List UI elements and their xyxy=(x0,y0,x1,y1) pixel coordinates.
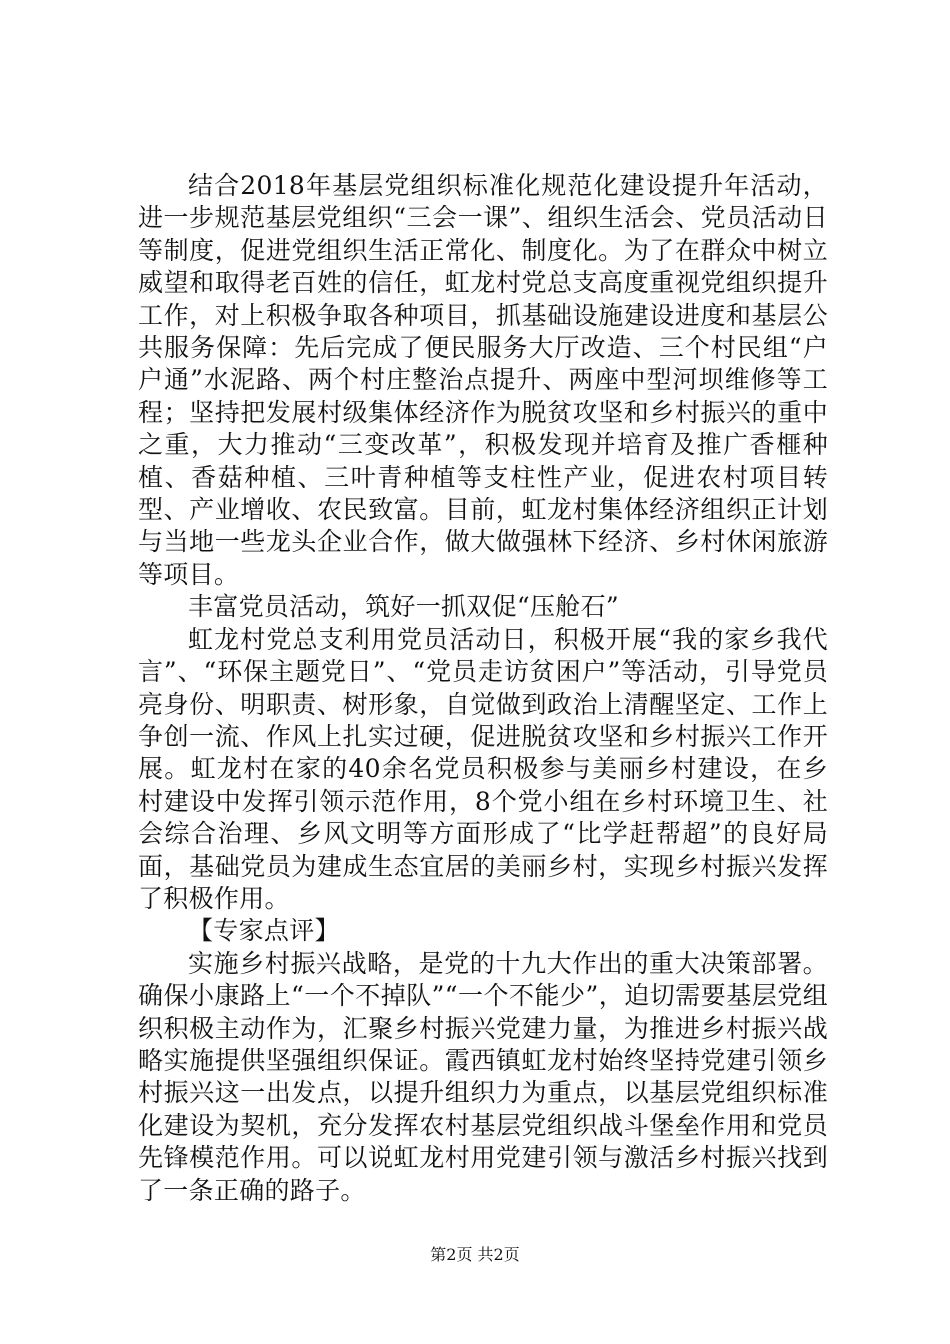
paragraph-party-building: 结合2018年基层党组织标准化规范化建设提升年活动，进一步规范基层党组织“三会一课”、组织生活会、党员活动日等制度，促进党组织生活正常化、制度化。为了在群众中树立威望和取得老百姓的信任，虹龙村党总支高度重视党组织提升工作，对上积极争取各种项目，抓基础设施建设进度和基层公共服务保障：先后完成了便民服务大厅改造、三个村民组“户户通”水泥路、两个村庄整治点提升、两座中型河坝维修等工程；坚持把发展村级集体经济作为脱贫攻坚和乡村振兴的重中之重，大力推动“三变改革”，积极发现并培育及推广香榧种植、香菇种植、三叶青种植等支柱性产业，促进农村项目转型、产业增收、农民致富。目前，虹龙村集体经济组织正计划与当地一些龙头企业合作，做大做强林下经济、乡村休闲旅游等项目。 xyxy=(138,171,828,589)
document-body xyxy=(138,170,828,1207)
paragraph-expert-review: 实施乡村振兴战略，是党的十九大作出的重大决策部署。确保小康路上“一个不掉队”“一个不能少”，迫切需要基层党组织积极主动作为，汇聚乡村振兴党建力量，为推进乡村振兴战略实施提供坚强组织保证。霞西镇虹龙村始终坚持党建引领乡村振兴这一出发点，以提升组织力为重点，以基层党组织标准化建设为契机，充分发挥农村基层党组织战斗堡垒作用和党员先锋模范作用。可以说虹龙村用党建引领与激活乡村振兴找到了一条正确的路子。 xyxy=(138,948,828,1205)
page-footer: 第2页 共2页 xyxy=(430,1245,520,1264)
section-heading-expert-review: 【专家点评】 xyxy=(188,916,340,946)
paragraph-party-activities: 虹龙村党总支利用党员活动日，积极开展“我的家乡我代言”、“环保主题党日”、“党员走访贫困户”等活动，引导党员亮身份、明职责、树形象，自觉做到政治上清醒坚定、工作上争创一流、作风上扎实过硬，促进脱贫攻坚和乡村振兴工作开展。虹龙村在家的40余名党员积极参与美丽乡村建设，在乡村建设中发挥引领示范作用，8个党小组在乡村环境卫生、社会综合治理、乡风文明等方面形成了“比学赶帮超”的良好局面，基础党员为建成生态宜居的美丽乡村，实现乡村振兴发挥了积极作用。 xyxy=(138,624,828,913)
section-heading-party-activities: 丰富党员活动，筑好一抓双促“压舱石” xyxy=(188,592,619,622)
